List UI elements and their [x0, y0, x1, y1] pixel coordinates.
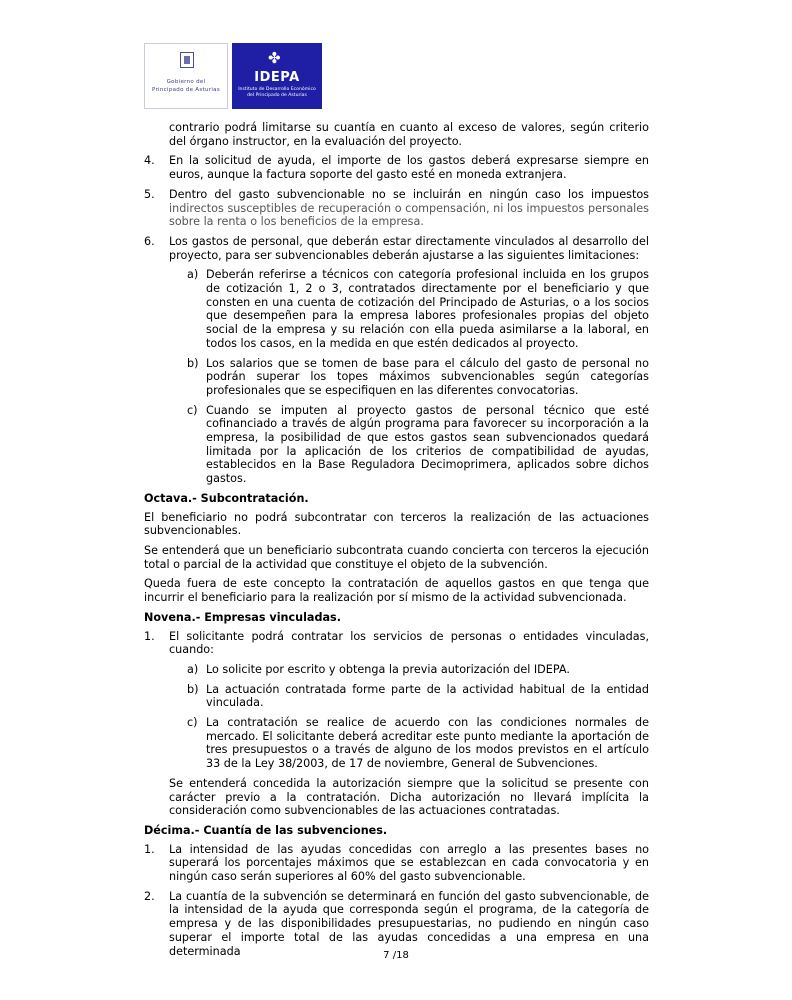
paragraph: Queda fuera de este concepto la contratación de aquellos gastos en que tenga que incurrir el beneficiario para la realización por sí mismo de la actividad subvencionada.: [144, 577, 649, 605]
sub-item-letter: a): [187, 268, 199, 282]
section-heading-decima: Décima.- Cuantía de las subvenciones.: [144, 823, 388, 837]
item-number: 6.: [144, 234, 155, 248]
gobierno-asturias-logo: [144, 43, 228, 109]
paragraph: El beneficiario no podrá subcontratar con terceros la realización de las actuaciones subvencionables.: [144, 510, 649, 538]
item-text: En la solicitud de ayuda, el importe de los gastos deberá expresarse siempre en euros, aunque la factura soporte del gasto esté en moneda extranjera.: [169, 154, 649, 182]
header-logos: [144, 43, 322, 109]
list-item-decima-2: [144, 890, 649, 959]
sub-item-letter: c): [187, 716, 198, 730]
paragraph: Se entenderá que un beneficiario subcontrata cuando concierta con terceros la ejecución total o parcial de la actividad que constituye el objeto de la subvención.: [144, 543, 649, 571]
sub-item-novena-a: [144, 663, 649, 677]
item-text: El solicitante podrá contratar los servicios de personas o entidades vinculadas, cuando:: [169, 629, 649, 657]
sub-item-text: Lo solicite por escrito y obtenga la previa autorización del IDEPA.: [206, 662, 570, 676]
list-item-novena-1: [144, 630, 649, 657]
sub-item-letter: b): [187, 682, 199, 696]
idepa-logo-line1: Instituto de Desarrollo Económico: [238, 87, 316, 92]
idepa-mark-icon: ✤: [268, 49, 281, 67]
sub-item-novena-b: [144, 683, 649, 710]
page-number: 7 /18: [383, 950, 409, 961]
item-number: 4.: [144, 154, 155, 168]
section-heading-novena: Novena.- Empresas vinculadas.: [144, 610, 341, 624]
sub-item-letter: b): [187, 356, 199, 370]
paragraph: Se entenderá concedida la autorización siempre que la solicitud se presente con carácter previo a la contratación. Dicha autorización no llevará implícita la consideración como subvencionables de las actuaciones contratadas.: [169, 776, 649, 818]
gobierno-logo-line2: Principado de Asturias: [151, 87, 221, 93]
item-text: La intensidad de las ayudas concedidas con arreglo a las presentes bases no superará los porcentajes máximos que se establezcan en cada convocatoria y en ningún caso serán superiores al 60% del gasto subvencionable.: [169, 842, 649, 884]
list-item-5: [144, 188, 649, 229]
item-number: 1.: [144, 842, 155, 856]
sub-item-6c: [144, 404, 649, 486]
sub-item-text: Los salarios que se tomen de base para el cálculo del gasto de personal no podrán superar los topes máximos subvencionables según categorías profesionales que se especifiquen en las diferentes convocatorias.: [206, 356, 649, 397]
coat-of-arms-icon: [180, 52, 194, 68]
sub-item-text: Cuando se imputen al proyecto gastos de personal técnico que esté cofinanciado a través de algún programa para favorecer su incorporación a la empresa, la posibilidad de que estos gastos sean subvencionados quedará limitada por la aplicación de los criterios de compatibilidad de ayudas, establecidos en la Base Reguladora Decimoprimera, aplicados sobre dichos gastos.: [206, 403, 649, 486]
document-body: [144, 121, 649, 964]
gobierno-logo-line1: Gobierno del: [166, 79, 206, 85]
item-number: 1.: [144, 629, 155, 643]
item-text-part1: Dentro del gasto subvencionable no se incluirán en ningún caso los impuestos: [169, 187, 649, 201]
sub-item-letter: c): [187, 403, 198, 417]
sub-item-6b: [144, 357, 649, 398]
idepa-logo-name: IDEPA: [254, 70, 300, 85]
idepa-logo: [232, 43, 322, 109]
item-text: Los gastos de personal, que deberán estar directamente vinculados al desarrollo del proyecto, para ser subvencionables deberán ajustarse a las siguientes limitaciones:: [169, 234, 649, 262]
sub-item-text: Deberán referirse a técnicos con categoría profesional incluida en los grupos de cotización 1, 2 o 3, contratados directamente por el beneficiario y que consten en una cuenta de cotización del Principado de Asturias, o a los socios que desempeñen para la empresa labores profesionales propias del objeto social de la empresa y su relación con ella pueda asimilarse a la laboral, en todos los casos, en la medida en que estén dedicados al proyecto.: [206, 268, 649, 350]
section-heading-octava: Octava.- Subcontratación.: [144, 491, 309, 505]
list-item-4: [144, 154, 649, 181]
item-text: La cuantía de la subvención se determinará en función del gasto subvencionable, de la intensidad de la ayuda que corresponda según el programa, de la categoría de empresa y de las disponibilidades presupuestarias, no pudiendo en ningún caso superar el importe total de las ayudas concedidas a una empresa en una determinada: [169, 889, 649, 958]
sub-item-novena-c: [144, 716, 649, 771]
sub-item-letter: a): [187, 662, 199, 676]
sub-item-6a: [144, 268, 649, 350]
item-number: 5.: [144, 187, 155, 201]
list-item-decima-1: [144, 843, 649, 884]
item-text-part2: indirectos susceptibles de recuperación o compensación, ni los impuestos personales sobre la renta o los beneficios de la empresa.: [169, 201, 649, 229]
item-number: 2.: [144, 889, 155, 903]
list-item-6: [144, 235, 649, 262]
idepa-logo-line2: del Principado de Asturias: [247, 93, 307, 98]
sub-item-text: La actuación contratada forme parte de la actividad habitual de la entidad vinculada.: [206, 682, 649, 710]
continued-paragraph: contrario podrá limitarse su cuantía en cuanto al exceso de valores, según criterio del órgano instructor, en la evaluación del proyecto.: [169, 121, 649, 148]
sub-item-text: La contratación se realice de acuerdo con las condiciones normales de mercado. El solicitante deberá acreditar este punto mediante la aportación de tres presupuestos o a través de alguno de los modos previstos en el artículo 33 de la Ley 38/2003, de 17 de noviembre, General de Subvenciones.: [206, 716, 649, 771]
item-text: [169, 188, 649, 229]
